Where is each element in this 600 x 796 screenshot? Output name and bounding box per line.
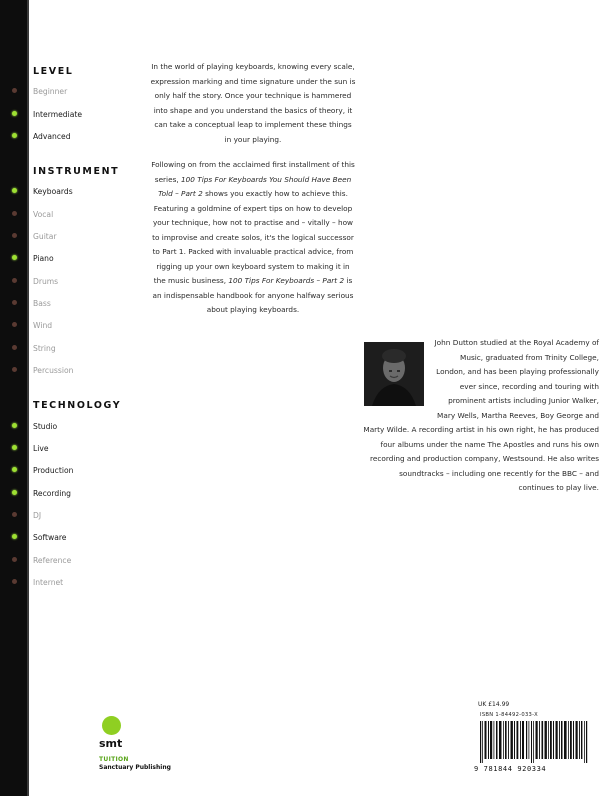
indicator-dot-icon bbox=[12, 367, 17, 372]
instrument-item-vocal bbox=[33, 207, 53, 221]
level-item-label: Advanced bbox=[33, 131, 71, 141]
technology-item-production bbox=[33, 463, 73, 477]
technology-heading: TECHNOLOGY bbox=[33, 400, 122, 411]
level-item-beginner bbox=[33, 84, 67, 98]
technology-item-label: Recording bbox=[33, 488, 71, 498]
technology-item-label: DJ bbox=[33, 510, 42, 520]
technology-item-studio bbox=[33, 419, 57, 433]
instrument-item-label: String bbox=[33, 343, 56, 353]
technology-item-recording bbox=[33, 486, 71, 500]
indicator-dot-icon bbox=[12, 557, 17, 562]
level-item-label: Beginner bbox=[33, 86, 68, 96]
instrument-item-percussion bbox=[33, 363, 73, 377]
author-bio-text: John Dutton studied at the Royal Academy of Music, graduated from Trinity College, London, and has been playing professionally ever since, recording and touring with prominent artists including Junior Walker, Mary Wells, Martha Reeves, Boy George and Marty Wilde. A recording artist in his own right, he has produced four albums under the name The Apostles and runs his own recording and production company, Westsound. He also writes soundtracks – including one recently for the BBC – and continues to play live. bbox=[363, 338, 599, 492]
instrument-item-wind bbox=[33, 318, 52, 332]
instrument-item-label: Piano bbox=[33, 253, 54, 263]
indicator-dot-icon bbox=[12, 133, 17, 138]
indicator-dot-icon bbox=[12, 211, 17, 216]
publisher-logo bbox=[99, 716, 229, 786]
smt-logo-icon bbox=[102, 716, 121, 735]
level-item-label: Intermediate bbox=[33, 109, 82, 119]
technology-item-live bbox=[33, 441, 49, 455]
instrument-item-drums bbox=[33, 274, 58, 288]
indicator-dot-icon bbox=[12, 445, 17, 450]
barcode-digits: 9 781844 920334 bbox=[474, 765, 547, 773]
instrument-item-piano bbox=[33, 251, 54, 265]
instrument-item-label: Bass bbox=[33, 298, 51, 308]
spine-edge bbox=[27, 0, 29, 796]
indicator-dot-icon bbox=[12, 322, 17, 327]
indicator-dot-icon bbox=[12, 300, 17, 305]
book-title: 100 Tips For Keyboards You Should Have Been Told – Part 2 bbox=[158, 174, 352, 198]
instrument-heading: INSTRUMENT bbox=[33, 166, 120, 177]
level-item-advanced bbox=[33, 129, 71, 143]
technology-item-reference bbox=[33, 553, 71, 567]
publisher-name: Sanctuary Publishing bbox=[99, 764, 171, 771]
technology-item-dj bbox=[33, 508, 41, 522]
technology-item-label: Live bbox=[33, 443, 49, 453]
photo-spacer bbox=[362, 336, 430, 412]
publisher-category: TUITION bbox=[99, 756, 129, 763]
level-heading: LEVEL bbox=[33, 66, 74, 77]
price-label: UK £14.99 bbox=[478, 701, 510, 708]
instrument-item-keyboards bbox=[33, 184, 73, 198]
instrument-item-label: Percussion bbox=[33, 365, 74, 375]
indicator-dot-icon bbox=[12, 512, 17, 517]
intro-p2-text: shows you exactly how to achieve this. Featuring a goldmine of expert tips on how to develop your technique, how not to practise and – vitally – how to improvise and create solos, it's the logical successor to Part 1. Packed with invaluable practical advice, from rigging up your own keyboard system to making it in the music business, bbox=[152, 189, 354, 285]
indicator-dot-icon bbox=[12, 534, 17, 539]
book-title: 100 Tips For Keyboards – Part 2 bbox=[228, 276, 345, 285]
instrument-item-label: Keyboards bbox=[33, 186, 73, 196]
intro-paragraph-2 bbox=[150, 158, 356, 318]
indicator-dot-icon bbox=[12, 490, 17, 495]
technology-item-label: Production bbox=[33, 465, 74, 475]
indicator-dot-icon bbox=[12, 579, 17, 584]
instrument-item-label: Vocal bbox=[33, 209, 54, 219]
instrument-item-label: Drums bbox=[33, 276, 59, 286]
indicator-dot-icon bbox=[12, 423, 17, 428]
indicator-dot-icon bbox=[12, 233, 17, 238]
intro-paragraph-1: In the world of playing keyboards, knowing every scale, expression marking and time signature under the sun is only half the story. Once your technique is hammered into shape and you understand the basics of theory, it can take a conceptual leap to implement these things in your playing. bbox=[150, 62, 356, 144]
technology-item-label: Internet bbox=[33, 577, 64, 587]
indicator-dot-icon bbox=[12, 188, 17, 193]
author-bio bbox=[362, 336, 599, 496]
technology-item-label: Software bbox=[33, 532, 67, 542]
intro-p2-text: Following on from the acclaimed first installment of this series, bbox=[151, 160, 355, 184]
logo-text: smt bbox=[99, 737, 123, 750]
spine-bar bbox=[0, 0, 27, 796]
isbn-label: ISBN 1-84492-033-X bbox=[480, 712, 538, 718]
intro-p2-text: is an indispensable handbook for anyone halfway serious about playing keyboards. bbox=[152, 276, 354, 314]
barcode-icon bbox=[480, 721, 588, 763]
instrument-item-guitar bbox=[33, 229, 57, 243]
intro-text bbox=[150, 60, 356, 329]
instrument-item-label: Guitar bbox=[33, 231, 57, 241]
instrument-item-label: Wind bbox=[33, 320, 53, 330]
indicator-dot-icon bbox=[12, 88, 17, 93]
indicator-dot-icon bbox=[12, 111, 17, 116]
indicator-dot-icon bbox=[12, 345, 17, 350]
instrument-item-string bbox=[33, 341, 56, 355]
technology-item-internet bbox=[33, 575, 63, 589]
technology-item-software bbox=[33, 530, 66, 544]
instrument-item-bass bbox=[33, 296, 51, 310]
indicator-dot-icon bbox=[12, 467, 17, 472]
level-item-intermediate bbox=[33, 107, 82, 121]
technology-item-label: Reference bbox=[33, 555, 72, 565]
indicator-dot-icon bbox=[12, 255, 17, 260]
technology-item-label: Studio bbox=[33, 421, 58, 431]
indicator-dot-icon bbox=[12, 278, 17, 283]
